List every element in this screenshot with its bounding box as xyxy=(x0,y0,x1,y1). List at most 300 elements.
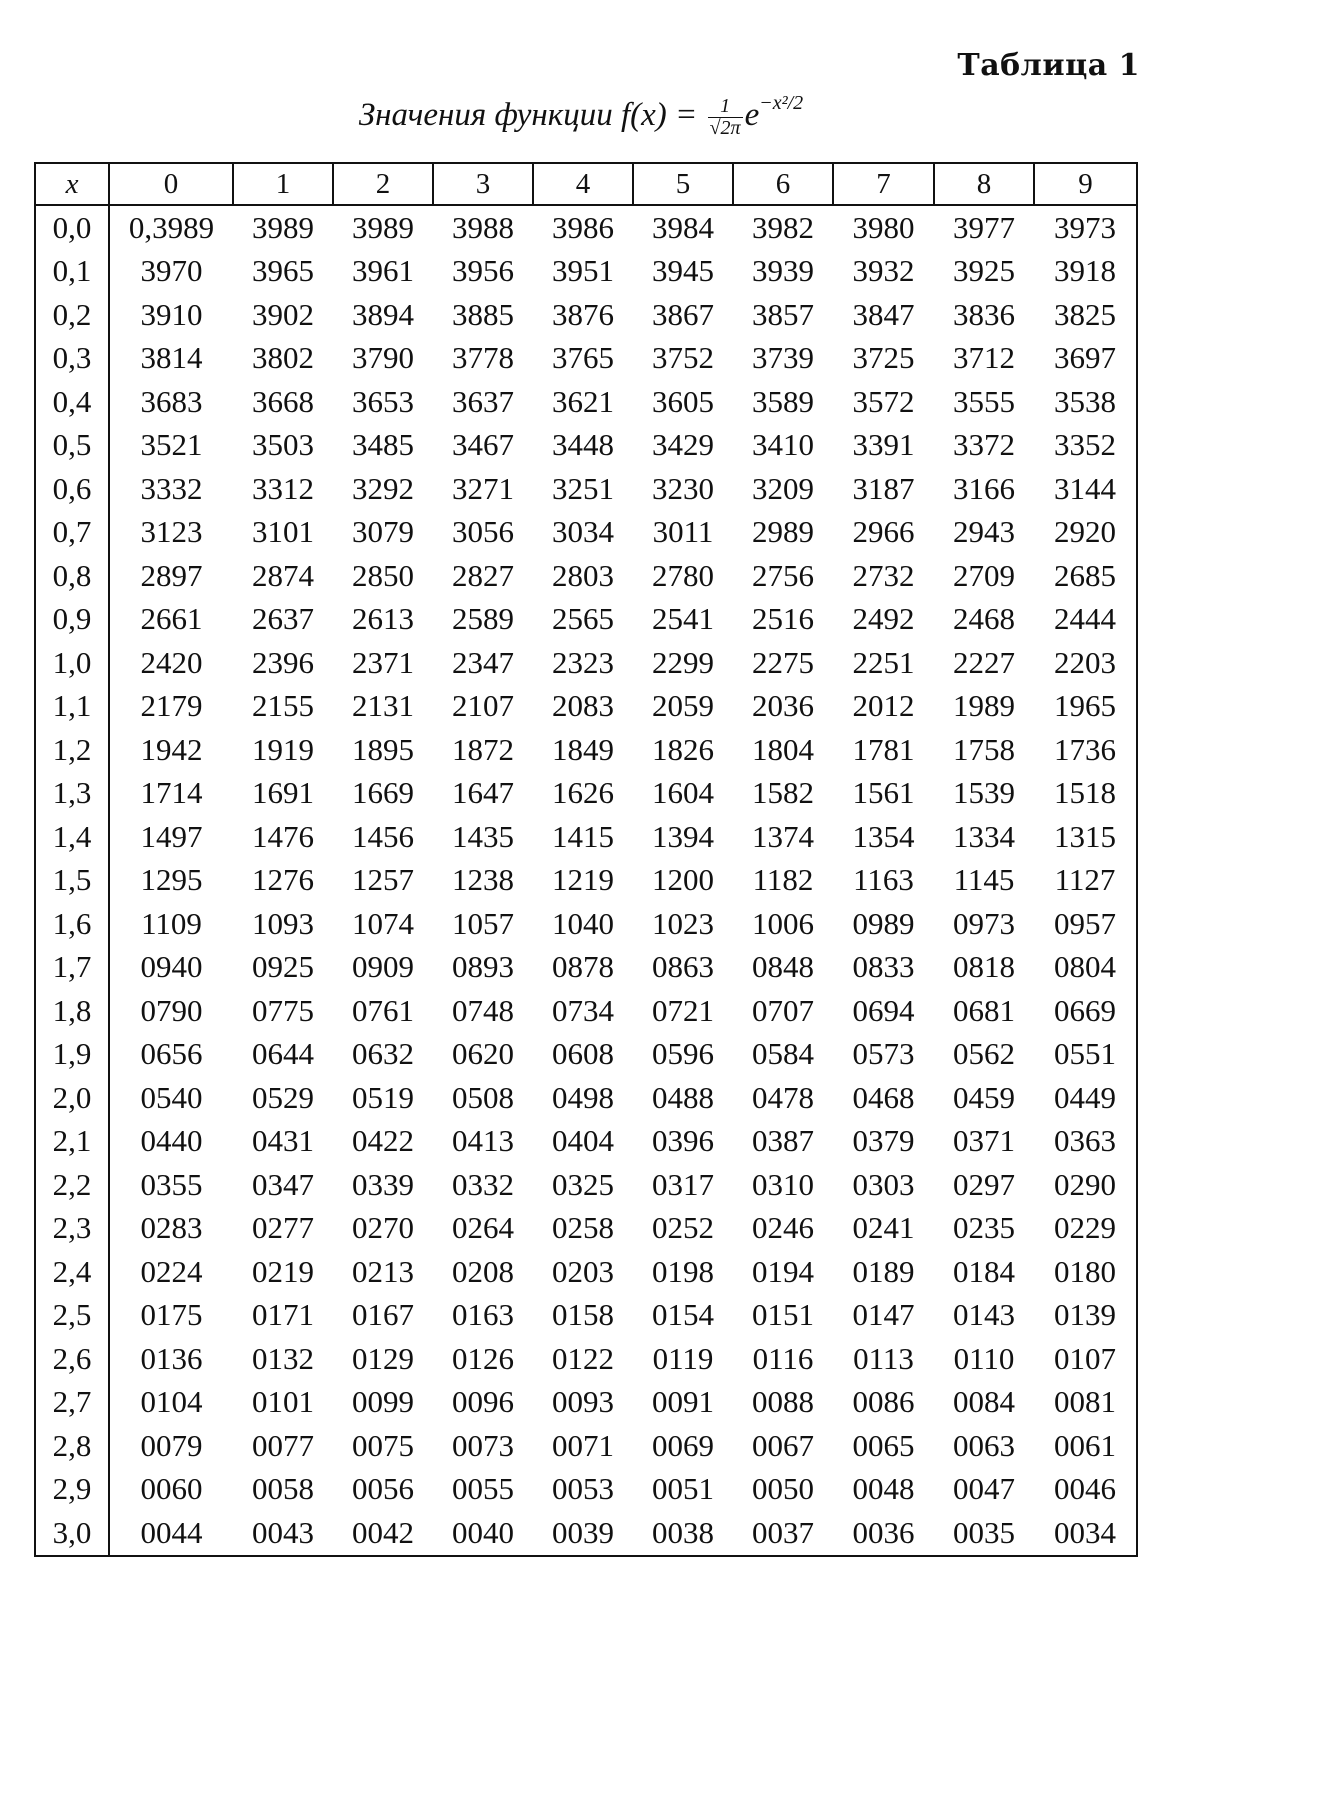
row-x-value: 2,0 xyxy=(35,1076,109,1120)
table-cell: 0171 xyxy=(252,1297,314,1333)
table-cell: 3778 xyxy=(452,340,514,376)
table-cell: 0478 xyxy=(752,1079,814,1115)
table-cell: 0043 xyxy=(233,1511,333,1556)
table-cell: 2589 xyxy=(452,601,514,637)
table-cell: 0167 xyxy=(352,1297,414,1333)
table-cell: 0129 xyxy=(352,1340,414,1376)
table-cell: 0110 xyxy=(953,1340,1015,1376)
table-cell: 3902 xyxy=(252,296,314,332)
table-cell: 0038 xyxy=(633,1511,733,1556)
table-cell: 0540 xyxy=(140,1079,203,1115)
table-cell: 0644 xyxy=(252,1036,314,1072)
table-cell: 0084 xyxy=(953,1384,1015,1420)
table-cell: 3123 xyxy=(140,514,203,550)
row-x-value: 0,5 xyxy=(35,424,109,468)
table-cell: 3230 xyxy=(652,470,714,506)
table-cell: 0283 xyxy=(140,1210,203,1246)
table-cell: 0035 xyxy=(934,1511,1034,1556)
table-cell: 0775 xyxy=(252,992,314,1028)
table-cell: 0596 xyxy=(652,1036,714,1072)
table-cell: 0075 xyxy=(352,1427,414,1463)
table-cell: 0132 xyxy=(252,1340,314,1376)
table-cell: 1127 xyxy=(1034,859,1137,903)
table-cell: 1539 xyxy=(953,775,1015,811)
table-cell: 0088 xyxy=(752,1384,814,1420)
table-cell: 0060 xyxy=(140,1471,203,1507)
table-cell: 3209 xyxy=(752,470,814,506)
row-x-value: 2,4 xyxy=(35,1250,109,1294)
table-cell: 3739 xyxy=(752,340,814,376)
row-x-value: 0,0 xyxy=(35,205,109,250)
table-cell: 0529 xyxy=(252,1079,314,1115)
table-cell: 0878 xyxy=(552,949,614,985)
table-cell: 0050 xyxy=(752,1471,814,1507)
table-cell: 3312 xyxy=(252,470,314,506)
header-cell: 9 xyxy=(1034,163,1137,205)
table-cell: 2275 xyxy=(752,644,814,680)
table-cell: 2803 xyxy=(552,557,614,593)
table-cell: 0069 xyxy=(652,1427,714,1463)
table-cell: 0790 xyxy=(140,992,203,1028)
table-row xyxy=(35,1076,1137,1120)
table-cell: 0909 xyxy=(352,949,414,985)
table-cell: 0219 xyxy=(252,1253,314,1289)
table-cell: 1238 xyxy=(452,862,514,898)
table-cell: 2780 xyxy=(652,557,714,593)
table-cell: 3448 xyxy=(552,427,614,463)
table-cell: 1942 xyxy=(140,731,203,767)
row-x-value: 0,2 xyxy=(35,293,109,337)
row-x-value: 1,9 xyxy=(35,1033,109,1077)
table-row xyxy=(35,685,1137,729)
table-cell: 0194 xyxy=(752,1253,814,1289)
table-cell: 3079 xyxy=(352,514,414,550)
table-cell: 1200 xyxy=(652,862,714,898)
table-cell: 0086 xyxy=(852,1384,915,1420)
table-cell: 1334 xyxy=(953,818,1015,854)
table-cell: 0989 xyxy=(852,905,915,941)
table-cell: 1895 xyxy=(352,731,414,767)
table-cell: 0620 xyxy=(452,1036,514,1072)
table-cell: 3589 xyxy=(752,383,814,419)
table-caption xyxy=(0,92,1162,162)
table-cell: 0290 xyxy=(1034,1163,1137,1207)
table-row xyxy=(35,598,1137,642)
table-cell: 0,3989 xyxy=(128,209,215,245)
row-x-value: 2,7 xyxy=(35,1381,109,1425)
table-cell: 1040 xyxy=(552,905,614,941)
table-cell: 2036 xyxy=(752,688,814,724)
table-cell: 0147 xyxy=(852,1297,915,1333)
table-cell: 1109 xyxy=(141,905,202,941)
table-cell: 3697 xyxy=(1034,337,1137,381)
table-cell: 0498 xyxy=(552,1079,614,1115)
table-cell: 1315 xyxy=(1034,815,1137,859)
table-cell: 0180 xyxy=(1034,1250,1137,1294)
table-row xyxy=(35,1250,1137,1294)
table-cell: 3847 xyxy=(852,296,915,332)
header-cell: 4 xyxy=(533,163,633,205)
row-x-value: 2,2 xyxy=(35,1163,109,1207)
table-cell: 3605 xyxy=(652,383,714,419)
table-cell: 1518 xyxy=(1034,772,1137,816)
table-cell: 0371 xyxy=(953,1123,1015,1159)
table-cell: 0101 xyxy=(252,1384,314,1420)
table-cell: 3790 xyxy=(352,340,414,376)
table-cell: 1456 xyxy=(352,818,414,854)
table-row xyxy=(35,1381,1137,1425)
table-cell: 0053 xyxy=(552,1471,614,1507)
table-cell: 3292 xyxy=(352,470,414,506)
table-cell: 1626 xyxy=(552,775,614,811)
table-cell: 0310 xyxy=(752,1166,814,1202)
table-cell: 3011 xyxy=(652,514,714,550)
row-x-value: 1,1 xyxy=(35,685,109,729)
table-cell: 3485 xyxy=(352,427,414,463)
row-x-value: 2,9 xyxy=(35,1468,109,1512)
table-cell: 0440 xyxy=(140,1123,203,1159)
table-cell: 3918 xyxy=(1034,250,1137,294)
table-cell: 3836 xyxy=(953,296,1015,332)
table-row xyxy=(35,250,1137,294)
table-cell: 0047 xyxy=(953,1471,1015,1507)
table-cell: 2347 xyxy=(452,644,514,680)
header-cell: 1 xyxy=(233,163,333,205)
table-cell: 0925 xyxy=(252,949,314,985)
table-cell: 0036 xyxy=(833,1511,934,1556)
table-cell: 0122 xyxy=(552,1340,614,1376)
table-cell: 0347 xyxy=(252,1166,314,1202)
table-cell: 0077 xyxy=(252,1427,314,1463)
table-cell: 0508 xyxy=(452,1079,514,1115)
table-cell: 1647 xyxy=(452,775,514,811)
table-cell: 0208 xyxy=(452,1253,514,1289)
table-cell: 0893 xyxy=(452,949,514,985)
table-cell: 2107 xyxy=(452,688,514,724)
table-cell: 1163 xyxy=(853,862,914,898)
table-cell: 0573 xyxy=(852,1036,915,1072)
table-cell: 0632 xyxy=(352,1036,414,1072)
table-cell: 0046 xyxy=(1034,1468,1137,1512)
table-cell: 2492 xyxy=(852,601,915,637)
table-cell: 2943 xyxy=(953,514,1015,550)
table-cell: 0973 xyxy=(953,905,1015,941)
table-cell: 0355 xyxy=(140,1166,203,1202)
table-cell: 2420 xyxy=(140,644,203,680)
table-cell: 1758 xyxy=(953,731,1015,767)
table-cell: 1219 xyxy=(552,862,614,898)
table-cell: 3187 xyxy=(852,470,915,506)
table-cell: 3802 xyxy=(252,340,314,376)
table-cell: 3956 xyxy=(452,253,514,289)
table-cell: 0761 xyxy=(352,992,414,1028)
table-cell: 0104 xyxy=(140,1384,203,1420)
table-cell: 3989 xyxy=(252,209,314,245)
fraction-numerator: 1 xyxy=(708,96,743,118)
table-cell: 0940 xyxy=(140,949,203,985)
table-cell: 1074 xyxy=(352,905,414,941)
table-cell: 3668 xyxy=(252,383,314,419)
table-cell: 0734 xyxy=(552,992,614,1028)
table-cell: 0404 xyxy=(552,1123,614,1159)
table-cell: 1561 xyxy=(852,775,915,811)
table-cell: 3555 xyxy=(953,383,1015,419)
table-cell: 0848 xyxy=(752,949,814,985)
table-cell: 0096 xyxy=(452,1384,514,1420)
header-cell: 3 xyxy=(433,163,533,205)
table-cell: 0303 xyxy=(852,1166,915,1202)
table-cell: 0379 xyxy=(852,1123,915,1159)
table-cell: 0241 xyxy=(852,1210,915,1246)
table-cell: 0136 xyxy=(140,1340,203,1376)
row-x-value: 1,0 xyxy=(35,641,109,685)
table-cell: 3765 xyxy=(552,340,614,376)
table-cell: 3932 xyxy=(852,253,915,289)
table-cell: 1145 xyxy=(953,862,1015,898)
table-cell: 3867 xyxy=(652,296,714,332)
table-cell: 3961 xyxy=(352,253,414,289)
table-cell: 0116 xyxy=(752,1340,814,1376)
table-cell: 0093 xyxy=(552,1384,614,1420)
table-cell: 1415 xyxy=(552,818,614,854)
table-cell: 2012 xyxy=(852,688,915,724)
table-cell: 3683 xyxy=(140,383,203,419)
table-cell: 3429 xyxy=(652,427,714,463)
table-cell: 0707 xyxy=(752,992,814,1028)
table-cell: 3056 xyxy=(452,514,514,550)
table-cell: 3144 xyxy=(1034,467,1137,511)
table-cell: 1872 xyxy=(452,731,514,767)
table-row xyxy=(35,467,1137,511)
caption-fraction xyxy=(708,96,743,139)
table-cell: 2827 xyxy=(452,557,514,593)
table-row xyxy=(35,728,1137,772)
row-x-value: 1,4 xyxy=(35,815,109,859)
table-cell: 2989 xyxy=(752,514,814,550)
table-cell: 1669 xyxy=(352,775,414,811)
table-cell: 3410 xyxy=(752,427,814,463)
row-x-value: 2,8 xyxy=(35,1424,109,1468)
table-cell: 0804 xyxy=(1034,946,1137,990)
row-x-value: 0,3 xyxy=(35,337,109,381)
table-cell: 0056 xyxy=(352,1471,414,1507)
table-cell: 1182 xyxy=(752,862,814,898)
table-cell: 0071 xyxy=(552,1427,614,1463)
row-x-value: 2,5 xyxy=(35,1294,109,1338)
table-cell: 2323 xyxy=(552,644,614,680)
table-cell: 2709 xyxy=(953,557,1015,593)
table-cell: 0163 xyxy=(452,1297,514,1333)
table-row xyxy=(35,946,1137,990)
row-x-value: 1,8 xyxy=(35,989,109,1033)
table-cell: 1919 xyxy=(252,731,314,767)
table-cell: 0957 xyxy=(1034,902,1137,946)
table-cell: 3352 xyxy=(1034,424,1137,468)
table-cell: 0061 xyxy=(1034,1424,1137,1468)
table-cell: 0681 xyxy=(953,992,1015,1028)
table-cell: 2131 xyxy=(352,688,414,724)
row-x-value: 1,7 xyxy=(35,946,109,990)
row-x-value: 0,7 xyxy=(35,511,109,555)
table-cell: 1781 xyxy=(852,731,915,767)
table-cell: 0297 xyxy=(953,1166,1015,1202)
row-x-value: 0,9 xyxy=(35,598,109,642)
table-cell: 3251 xyxy=(552,470,614,506)
table-cell: 0119 xyxy=(652,1340,714,1376)
table-cell: 2059 xyxy=(652,688,714,724)
table-cell: 0079 xyxy=(140,1427,203,1463)
table-cell: 0246 xyxy=(752,1210,814,1246)
table-row xyxy=(35,1294,1137,1338)
table-cell: 0058 xyxy=(252,1471,314,1507)
caption-base: e xyxy=(744,97,760,133)
table-cell: 0863 xyxy=(652,949,714,985)
row-x-value: 1,5 xyxy=(35,859,109,903)
table-cell: 2371 xyxy=(352,644,414,680)
table-row xyxy=(35,380,1137,424)
table-cell: 3945 xyxy=(652,253,714,289)
table-cell: 1691 xyxy=(252,775,314,811)
header-cell: 0 xyxy=(109,163,233,205)
header-cell: 7 xyxy=(833,163,934,205)
table-cell: 3910 xyxy=(140,296,203,332)
density-table xyxy=(34,162,1138,1557)
table-cell: 2850 xyxy=(352,557,414,593)
table-header-row xyxy=(35,163,1137,205)
table-cell: 0107 xyxy=(1034,1337,1137,1381)
table-cell: 0189 xyxy=(852,1253,915,1289)
table-cell: 0175 xyxy=(140,1297,203,1333)
table-cell: 0229 xyxy=(1034,1207,1137,1251)
table-cell: 2874 xyxy=(252,557,314,593)
table-row xyxy=(35,641,1137,685)
table-cell: 0143 xyxy=(953,1297,1015,1333)
table-cell: 0042 xyxy=(333,1511,433,1556)
table-cell: 0748 xyxy=(452,992,514,1028)
table-cell: 3467 xyxy=(452,427,514,463)
table-cell: 3876 xyxy=(552,296,614,332)
table-row xyxy=(35,902,1137,946)
table-label: Таблица 1 xyxy=(957,48,1140,83)
table-cell: 1736 xyxy=(1034,728,1137,772)
table-cell: 1057 xyxy=(452,905,514,941)
table-cell: 0584 xyxy=(752,1036,814,1072)
table-cell: 1476 xyxy=(252,818,314,854)
table-cell: 2661 xyxy=(140,601,203,637)
table-cell: 1497 xyxy=(140,818,203,854)
table-row xyxy=(35,205,1137,250)
table-cell: 0387 xyxy=(752,1123,814,1159)
table-cell: 0034 xyxy=(1034,1511,1137,1556)
table-row xyxy=(35,293,1137,337)
table-cell: 3712 xyxy=(953,340,1015,376)
table-cell: 0818 xyxy=(953,949,1015,985)
table-cell: 3986 xyxy=(552,209,614,245)
table-cell: 3857 xyxy=(752,296,814,332)
table-cell: 3101 xyxy=(252,514,314,550)
table-cell: 3166 xyxy=(953,470,1015,506)
table-cell: 2251 xyxy=(852,644,915,680)
table-row xyxy=(35,424,1137,468)
table-row xyxy=(35,772,1137,816)
header-cell: 5 xyxy=(633,163,733,205)
table-cell: 2685 xyxy=(1034,554,1137,598)
table-cell: 2468 xyxy=(953,601,1015,637)
table-cell: 0833 xyxy=(852,949,915,985)
table-row xyxy=(35,1468,1137,1512)
table-row xyxy=(35,1120,1137,1164)
table-cell: 2541 xyxy=(652,601,714,637)
table-cell: 0081 xyxy=(1034,1381,1137,1425)
table-cell: 3951 xyxy=(552,253,614,289)
row-x-value: 2,3 xyxy=(35,1207,109,1251)
table-cell: 1714 xyxy=(140,775,203,811)
table-row xyxy=(35,337,1137,381)
table-cell: 0363 xyxy=(1034,1120,1137,1164)
table-cell: 1394 xyxy=(652,818,714,854)
table-row xyxy=(35,1424,1137,1468)
table-cell: 0073 xyxy=(452,1427,514,1463)
table-cell: 0113 xyxy=(853,1340,914,1376)
table-cell: 2444 xyxy=(1034,598,1137,642)
table-row xyxy=(35,1033,1137,1077)
table-cell: 3825 xyxy=(1034,293,1137,337)
table-cell: 0051 xyxy=(652,1471,714,1507)
table-cell: 3980 xyxy=(852,209,915,245)
table-cell: 2203 xyxy=(1034,641,1137,685)
table-cell: 3965 xyxy=(252,253,314,289)
table-cell: 2613 xyxy=(352,601,414,637)
table-cell: 2179 xyxy=(140,688,203,724)
table-cell: 0139 xyxy=(1034,1294,1137,1338)
table-row xyxy=(35,989,1137,1033)
table-cell: 1276 xyxy=(252,862,314,898)
table-cell: 3970 xyxy=(140,253,203,289)
table-cell: 0721 xyxy=(652,992,714,1028)
table-cell: 0252 xyxy=(652,1210,714,1246)
table-cell: 0151 xyxy=(752,1297,814,1333)
table-cell: 1093 xyxy=(252,905,314,941)
table-cell: 3332 xyxy=(140,470,203,506)
table-cell: 0258 xyxy=(552,1210,614,1246)
table-cell: 0413 xyxy=(452,1123,514,1159)
table-cell: 3538 xyxy=(1034,380,1137,424)
table-cell: 0264 xyxy=(452,1210,514,1246)
table-cell: 2565 xyxy=(552,601,614,637)
table-cell: 0044 xyxy=(109,1511,233,1556)
table-cell: 1804 xyxy=(752,731,814,767)
table-row xyxy=(35,1207,1137,1251)
table-cell: 3885 xyxy=(452,296,514,332)
table-cell: 1374 xyxy=(752,818,814,854)
table-cell: 0158 xyxy=(552,1297,614,1333)
table-cell: 0317 xyxy=(652,1166,714,1202)
table-cell: 3503 xyxy=(252,427,314,463)
table-cell: 2299 xyxy=(652,644,714,680)
table-cell: 0184 xyxy=(953,1253,1015,1289)
table-cell: 3572 xyxy=(852,383,915,419)
table-cell: 0055 xyxy=(452,1471,514,1507)
table-cell: 0037 xyxy=(733,1511,833,1556)
caption-prefix: Значения функции f(x) = xyxy=(358,97,706,133)
table-cell: 1604 xyxy=(652,775,714,811)
table-cell: 2227 xyxy=(953,644,1015,680)
table-cell: 3034 xyxy=(552,514,614,550)
table-cell: 0203 xyxy=(552,1253,614,1289)
table-cell: 0562 xyxy=(953,1036,1015,1072)
table-cell: 0339 xyxy=(352,1166,414,1202)
table-cell: 1354 xyxy=(852,818,915,854)
